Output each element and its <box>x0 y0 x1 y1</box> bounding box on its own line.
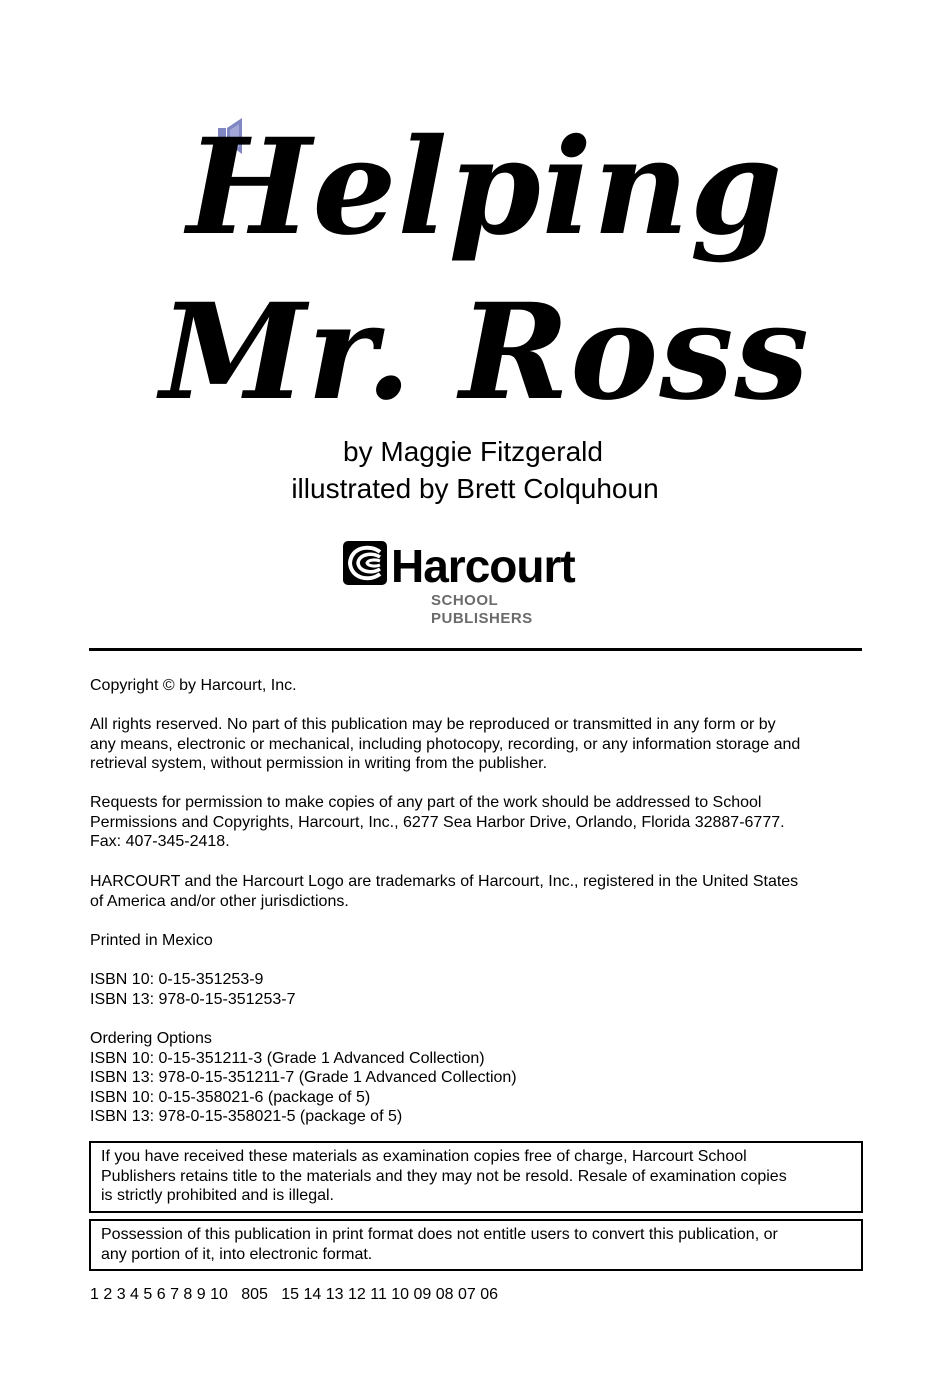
isbn-line: ISBN 13: 978-0-15-351253-7 <box>90 990 296 1008</box>
ordering-line: ISBN 13: 978-0-15-358021-5 (package of 5) <box>90 1108 403 1126</box>
harcourt-logo <box>342 538 604 627</box>
exam-notice-line: is strictly prohibited and is illegal. <box>101 1187 334 1205</box>
exam-notice-line: Publishers retains title to the materials and they may not be resold. Resale of examination copies <box>101 1167 787 1185</box>
format-notice-line: any portion of it, into electronic format. <box>101 1245 373 1263</box>
permissions-line: Requests for permission to make copies of any part of the work should be addressed to School <box>90 794 762 811</box>
book-title-line-1: Helping <box>186 110 784 265</box>
permissions-line: Permissions and Copyrights, Harcourt, Inc., 6277 Sea Harbor Drive, Orlando, Florida 32887-6777. <box>90 813 785 831</box>
rights-line: any means, electronic or mechanical, including photocopy, recording, or any information storage and <box>90 735 801 753</box>
trademark-line: of America and/or other jurisdictions. <box>90 892 349 910</box>
ordering-options <box>90 1029 865 1127</box>
ordering-line: ISBN 10: 0-15-351211-3 (Grade 1 Advanced Collection) <box>90 1049 485 1067</box>
permissions-paragraph <box>90 793 865 852</box>
logo-wordmark: Harcourt <box>391 540 575 592</box>
electronic-format-notice-box <box>89 1219 863 1271</box>
isbn-line: ISBN 10: 0-15-351253-9 <box>90 971 264 988</box>
rights-paragraph <box>90 715 865 774</box>
trademark-line: HARCOURT and the Harcourt Logo are trademarks of Harcourt, Inc., registered in the United States <box>90 873 799 890</box>
illustrator-byline: illustrated by Brett Colquhoun <box>291 473 659 504</box>
printed-in: Printed in Mexico <box>90 932 213 949</box>
examination-notice-box <box>89 1141 863 1213</box>
ordering-line: ISBN 13: 978-0-15-351211-7 (Grade 1 Advanced Collection) <box>90 1069 517 1087</box>
logo-subtitle: SCHOOL PUBLISHERS <box>431 592 533 627</box>
author-byline: by Maggie Fitzgerald <box>343 436 603 467</box>
isbn-block <box>90 970 865 1009</box>
ordering-line: ISBN 10: 0-15-358021-6 (package of 5) <box>90 1088 371 1106</box>
copyright-notice: Copyright © by Harcourt, Inc. <box>90 677 297 694</box>
permissions-line: Fax: 407-345-2418. <box>90 833 230 851</box>
book-title-line-2: Mr. Ross <box>160 275 810 430</box>
ordering-heading: Ordering Options <box>90 1030 212 1047</box>
exam-notice-line: If you have received these materials as examination copies free of charge, Harcourt School <box>101 1148 747 1165</box>
harcourt-logo-icon <box>342 540 388 586</box>
trademark-paragraph <box>90 872 865 911</box>
rights-line: All rights reserved. No part of this publication may be reproduced or transmitted in any form or by <box>90 716 776 733</box>
rights-line: retrieval system, without permission in writing from the publisher. <box>90 755 548 773</box>
divider-rule <box>89 648 862 651</box>
print-number-line: 1 2 3 4 5 6 7 8 9 10 805 15 14 13 12 11 10 09 08 07 06 <box>90 1286 499 1303</box>
format-notice-line: Possession of this publication in print format does not entitle users to convert this publication, or <box>101 1226 778 1243</box>
